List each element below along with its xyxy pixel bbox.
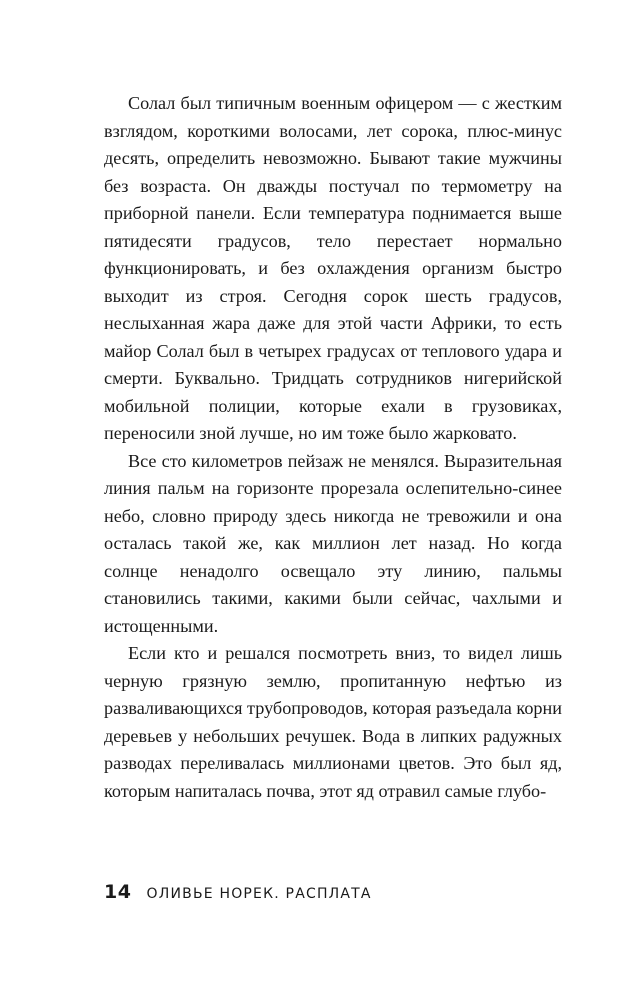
paragraph-3: Если кто и решался посмотреть вниз, то видел лишь черную грязную землю, пропитанную нефтью из разваливающихся трубопроводов, которая разъедала корни деревьев у небольших речушек. Вода в липких радужных разводах переливалась миллионами цветов. Это был яд, которым напиталась почва, этот яд отравил самые глубо- xyxy=(104,643,562,801)
running-head: ОЛИВЬЕ НОРЕК. РАСПЛАТА xyxy=(146,886,372,902)
paragraph-2: Все сто километров пейзаж не менялся. Выразительная линия пальм на горизонте прорезала ослепительно-синее небо, словно природу здесь никогда не тревожили и она осталась такой же, как миллион лет назад. Но когда солнце ненадолго освещало эту линию, пальмы становились такими, какими были сейчас, чахлыми и истощенными. xyxy=(104,450,562,636)
body-text xyxy=(104,90,562,805)
page-number: 14 xyxy=(104,881,132,903)
page-footer xyxy=(104,881,372,903)
paragraph-1: Солал был типичным военным офицером — с жестким взглядом, короткими волосами, лет сорока, плюс-минус десять, определить невозможно. Бывают такие мужчины без возраста. Он дважды постучал по термометру на приборной панели. Если температура поднимается выше пятидесяти градусов, тело перестает нормально функционировать, и без охлаждения организм быстро выходит из строя. Сегодня сорок шесть градусов, неслыханная жара даже для этой части Африки, то есть майор Солал был в четырех градусах от теплового удара и смерти. Буквально. Тридцать сотрудников нигерийской мобильной полиции, которые ехали в грузовиках, переносили зной лучше, но им тоже было жарковато. xyxy=(104,93,562,443)
